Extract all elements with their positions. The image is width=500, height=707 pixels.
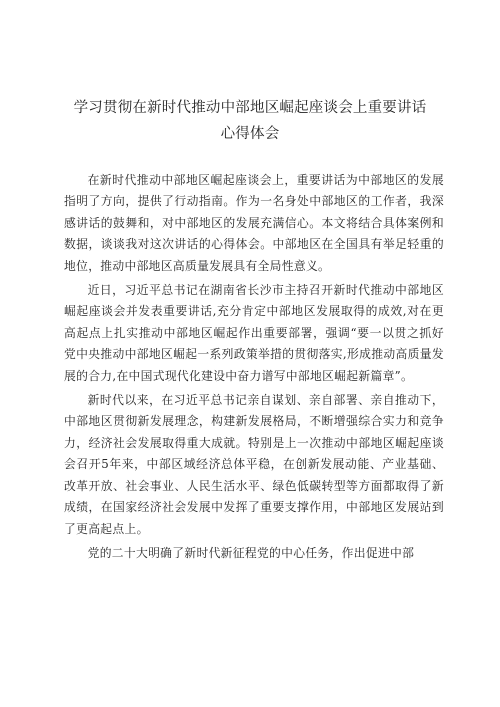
paragraph-3: 新时代以来，在习近平总书记亲自谋划、亲自部署、亲自推动下，中部地区贯彻新发展理念，构建新发展格局，不断增强综合实力和竞争力，经济社会发展取得重大成就。特别是上一次推动中部地区崛起座谈会召开5年来，中部区域经济总体平稳，在创新发展动能、产业基础、改革开放、社会事业、人民生活水平、绿色低碳转型等方面都取得了新成绩，在国家经济社会发展中发挥了重要支撑作用，中部地区发展站到了更高起点上。 — [64, 393, 444, 536]
paragraph-1: 在新时代推动中部地区崛起座谈会上，重要讲话为中部地区的发展指明了方向，提供了行动指南。作为一名身处中部地区的工作者，我深感讲话的鼓舞和，对中部地区的发展充满信心。本文将结合具体案例和数据，谈谈我对这次讲话的心得体会。中部地区在全国具有举足轻重的地位，推动中部地区高质量发展具有全局性意义。 — [64, 173, 444, 273]
document-title — [40, 95, 460, 147]
paragraph-4: 党的二十大明确了新时代新征程党的中心任务，作出促进中部 — [87, 545, 415, 560]
document-body — [64, 170, 444, 567]
title-line-2: 心得体会 — [220, 126, 280, 142]
paragraph-2: 近日，习近平总书记在湖南省长沙市主持召开新时代推动中部地区崛起座谈会并发表重要讲话,充分肯定中部地区发展取得的成效,对在更高起点上扎实推动中部地区崛起作出重要部署，强调“要一以贯之抓好党中央推动中部地区崛起一系列政策举措的贯彻落实,形成推动高质量发展的合力,在中国式现代化建设中奋力谱写中部地区崛起新篇章”。 — [64, 283, 444, 383]
title-line-1: 学习贯彻在新时代推动中部地区崛起座谈会上重要讲话 — [73, 100, 427, 116]
